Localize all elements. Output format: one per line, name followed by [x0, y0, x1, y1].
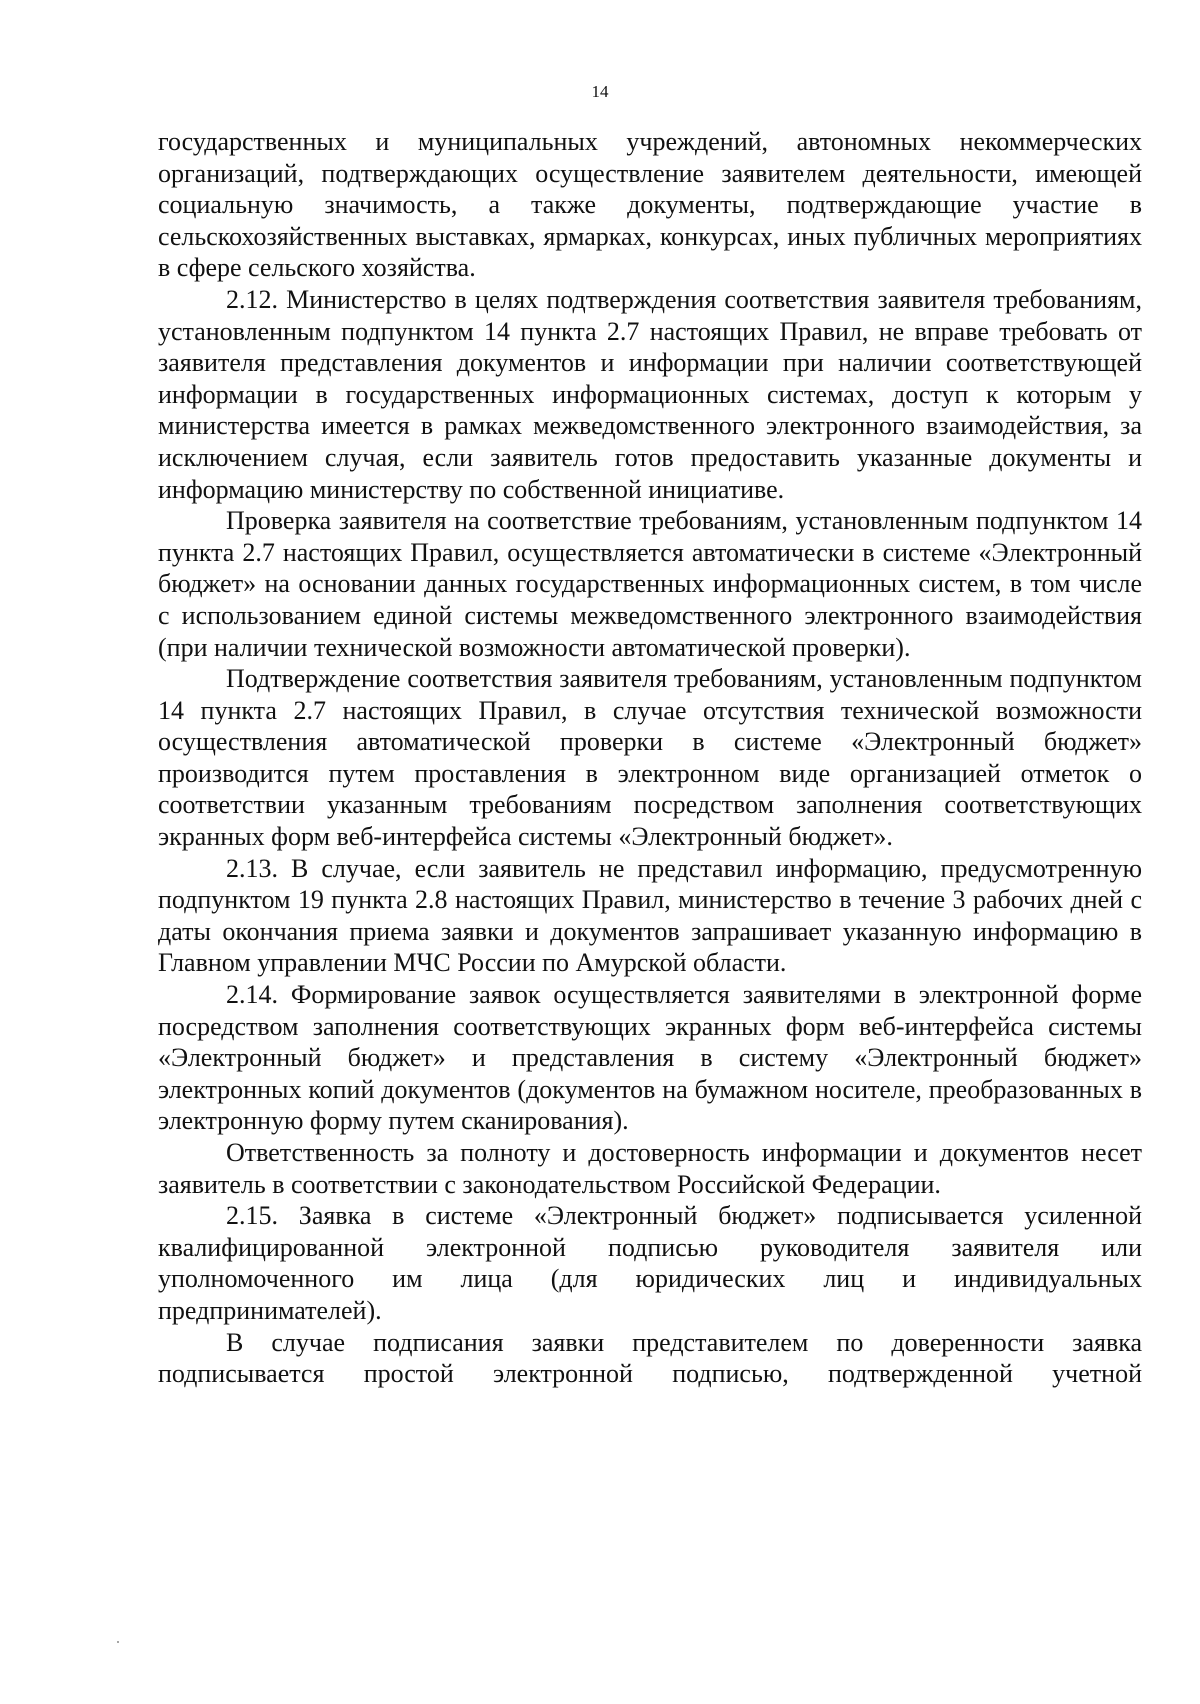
paragraph-2-15: 2.15. Заявка в системе «Электронный бюджет» подписывается усиленной квалифицированной электронной подписью руководителя заявителя или уполномоченного им лица (для юридических лиц и индивидуальных предпринимателей). [158, 1201, 1142, 1325]
paragraph-2-13: 2.13. В случае, если заявитель не представил информацию, предусмотренную подпунктом 19 пункта 2.8 настоящих Правил, министерство в течение 3 рабочих дней с даты окончания приема заявки и документов запрашивает указанную информацию в Главном управлении МЧС России по Амурской области. [158, 853, 1142, 978]
page-number: 14 [591, 82, 609, 101]
document-body [158, 126, 1142, 1390]
paragraph-2-14: 2.14. Формирование заявок осуществляется заявителями в электронной форме посредством заполнения соответствующих экранных форм веб-интерфейса системы «Электронный бюджет» и представления в систему «Электронный бюджет» электронных копий документов (документов на бумажном носителе, преобразованных в электронную форму путем сканирования). [158, 980, 1142, 1136]
paragraph-2-12: 2.12. Министерство в целях подтверждения соответствия заявителя требованиям, установленным подпунктом 14 пункта 2.7 настоящих Правил, не вправе требовать от заявителя представления документов и информации при наличии соответствующей информации в государственных информационных системах, доступ к которым у министерства имеется в рамках межведомственного электронного взаимодействия, за исключением случая, если заявитель готов предоставить указанные документы и информацию министерству по собственной инициативе. [158, 284, 1142, 504]
paragraph-continuation: государственных и муниципальных учреждений, автономных некоммерческих организаций, подтверждающих осуществление заявителем деятельности, имеющей социальную значимость, а также документы, подтверждающие участие в сельскохозяйственных выставках, ярмарках, конкурсах, иных публичных мероприятиях в сфере сельского хозяйства. [158, 127, 1142, 283]
scan-speck [117, 1641, 119, 1643]
paragraph-confirmation: Подтверждение соответствия заявителя требованиям, установленным подпунктом 14 пункта 2.7 настоящих Правил, в случае отсутствия технической возможности осуществления автоматической проверки в системе «Электронный бюджет» производится путем проставления в электронном виде организацией отметок о соответствии указанным требованиям посредством заполнения соответствующих экранных форм веб-интерфейса системы «Электронный бюджет». [158, 664, 1142, 852]
paragraph-responsibility: Ответственность за полноту и достоверность информации и документов несет заявитель в соответствии с законодательством Российской Федерации. [158, 1138, 1142, 1199]
paragraph-power-of-attorney: В случае подписания заявки представителем по доверенности заявка подписывается простой электронной подписью, подтвержденной учетной [158, 1327, 1142, 1389]
paragraph-automatic-check: Проверка заявителя на соответствие требованиям, установленным подпунктом 14 пункта 2.7 настоящих Правил, осуществляется автоматически в системе «Электронный бюджет» на основании данных государственных информационных систем, в том числе с использованием единой системы межведомственного электронного взаимодействия (при наличии технической возможности автоматической проверки). [158, 506, 1142, 662]
